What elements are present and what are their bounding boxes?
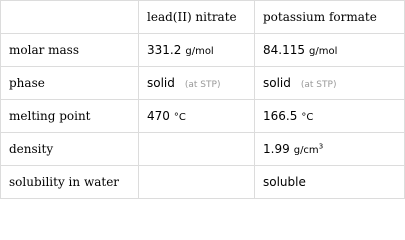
molar-mass-potassium-formate: [255, 34, 405, 67]
unit: °C: [301, 112, 314, 123]
condition-note: (at STP): [184, 80, 221, 90]
header-empty-cell: [1, 1, 139, 34]
value: 470: [147, 109, 170, 123]
unit: g/mol: [309, 46, 338, 57]
unit: g/mol: [185, 46, 214, 57]
value: solid: [147, 76, 175, 90]
density-potassium-formate: [255, 133, 405, 166]
header-potassium-formate: potassium formate: [255, 1, 405, 34]
header-row: [1, 1, 405, 34]
molar-mass-lead-nitrate: [139, 34, 255, 67]
value: 166.5: [263, 109, 298, 123]
melting-point-potassium-formate: [255, 100, 405, 133]
row-label: solubility in water: [1, 166, 139, 199]
unit-exponent: 3: [318, 142, 324, 151]
unit: [293, 142, 324, 156]
unit-base: g/cm: [293, 145, 319, 156]
solubility-potassium-formate: soluble: [255, 166, 405, 199]
row-label: phase: [1, 67, 139, 100]
table-row: [1, 34, 405, 67]
header-lead-nitrate: lead(II) nitrate: [139, 1, 255, 34]
table-row: [1, 133, 405, 166]
value: 331.2: [147, 43, 182, 57]
table-row: [1, 166, 405, 199]
row-label: molar mass: [1, 34, 139, 67]
solubility-lead-nitrate: [139, 166, 255, 199]
value: 84.115: [263, 43, 305, 57]
value: 1.99: [263, 142, 290, 156]
unit: °C: [173, 112, 186, 123]
phase-potassium-formate: [255, 67, 405, 100]
row-label: density: [1, 133, 139, 166]
melting-point-lead-nitrate: [139, 100, 255, 133]
phase-lead-nitrate: [139, 67, 255, 100]
condition-note: (at STP): [300, 80, 337, 90]
row-label: melting point: [1, 100, 139, 133]
density-lead-nitrate: [139, 133, 255, 166]
value: solid: [263, 76, 291, 90]
table-row: [1, 100, 405, 133]
table-row: [1, 67, 405, 100]
